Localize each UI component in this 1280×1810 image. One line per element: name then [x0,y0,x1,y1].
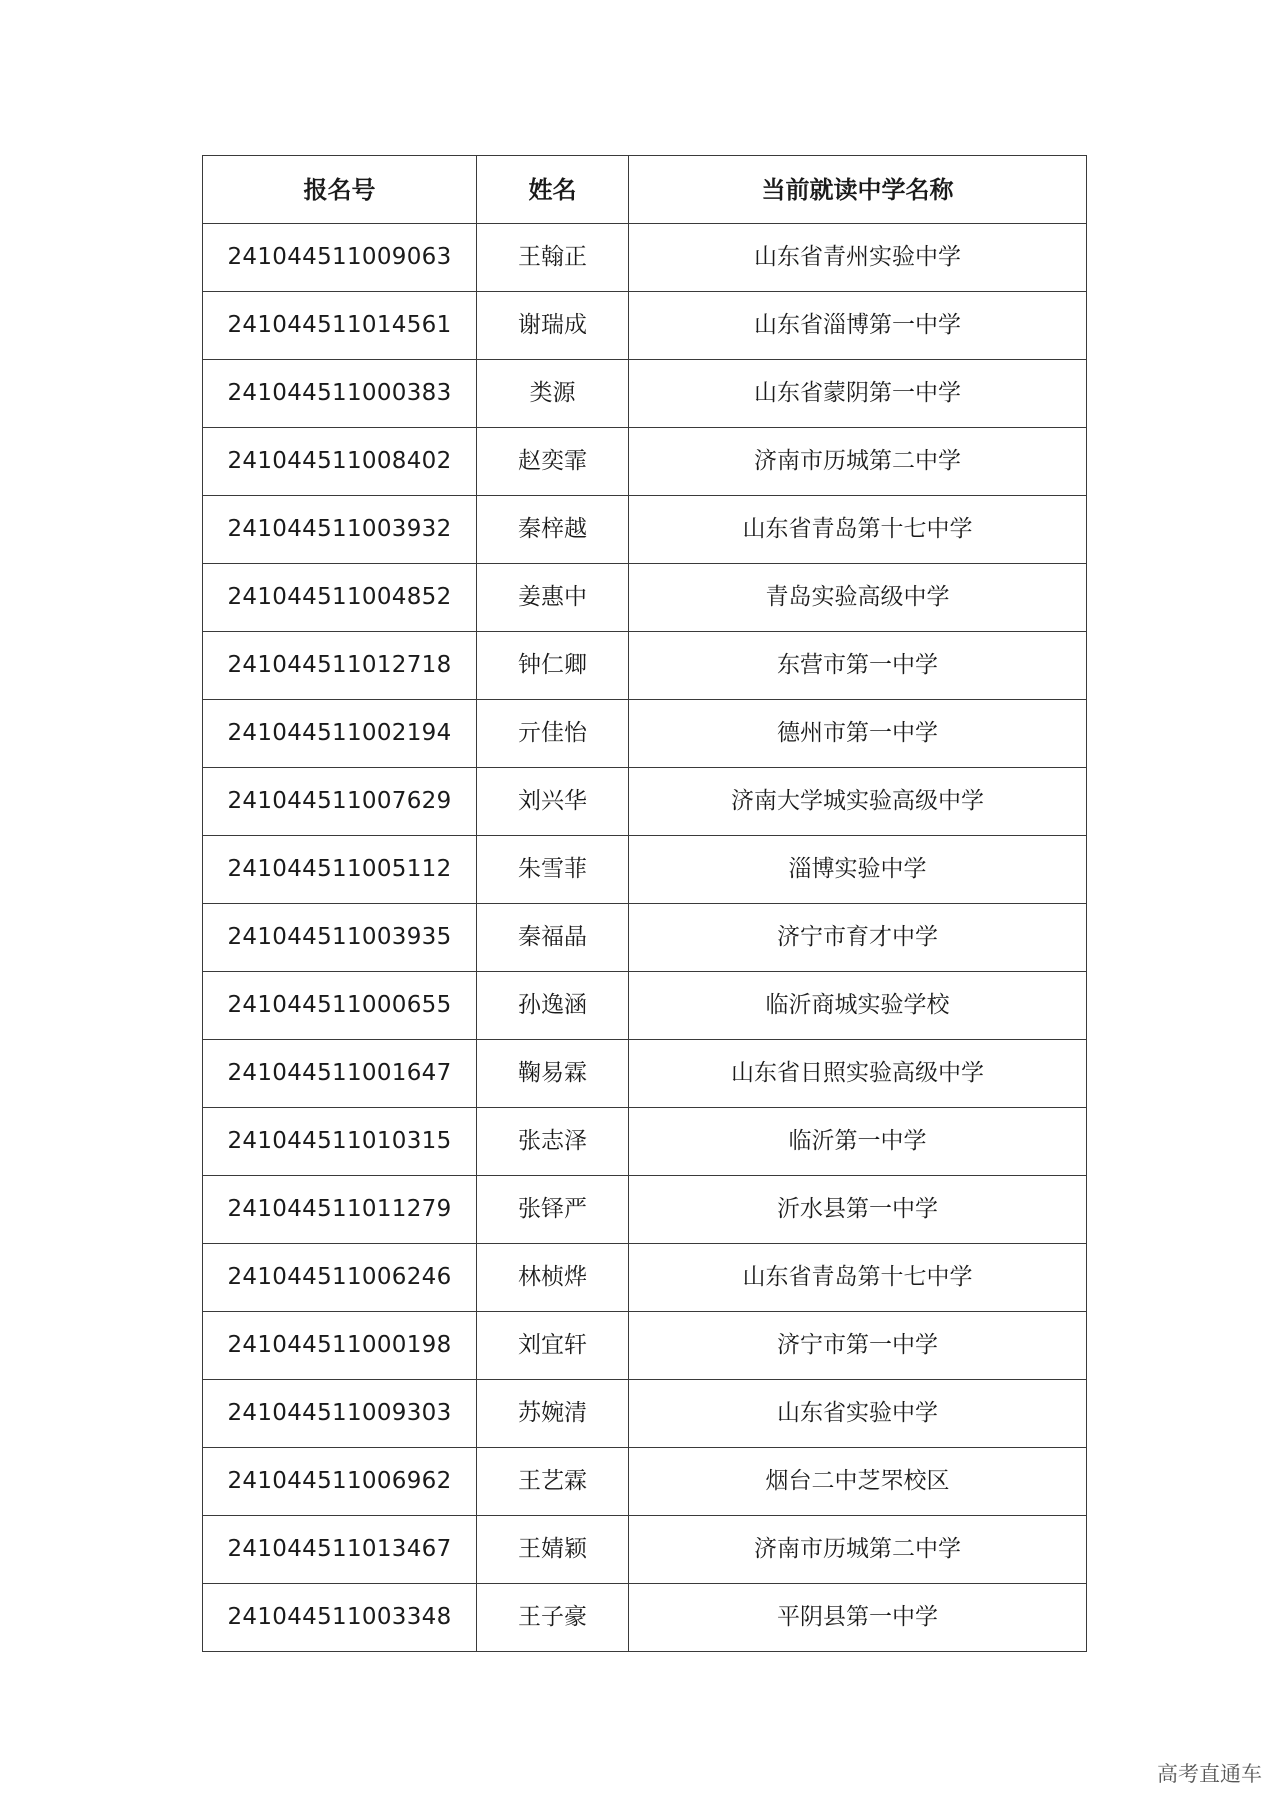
cell-name: 谢瑞成 [477,292,629,360]
table-row [203,700,1087,768]
cell-name: 姜惠中 [477,564,629,632]
cell-school: 临沂商城实验学校 [629,972,1087,1040]
cell-name: 王翰正 [477,224,629,292]
cell-name: 亓佳怡 [477,700,629,768]
cell-name: 秦福晶 [477,904,629,972]
cell-school: 淄博实验中学 [629,836,1087,904]
cell-school: 济宁市第一中学 [629,1312,1087,1380]
header-name: 姓名 [477,156,629,224]
cell-school: 平阴县第一中学 [629,1584,1087,1652]
table-row [203,1176,1087,1244]
table-row [203,1244,1087,1312]
table-row [203,972,1087,1040]
cell-registration-number: 241044511003932 [203,496,477,564]
table-row [203,1108,1087,1176]
cell-registration-number: 241044511001647 [203,1040,477,1108]
cell-school: 临沂第一中学 [629,1108,1087,1176]
cell-name: 王子豪 [477,1584,629,1652]
cell-registration-number: 241044511005112 [203,836,477,904]
table-row [203,632,1087,700]
cell-registration-number: 241044511008402 [203,428,477,496]
cell-name: 张铎严 [477,1176,629,1244]
cell-name: 朱雪菲 [477,836,629,904]
cell-school: 德州市第一中学 [629,700,1087,768]
watermark-text: 高考直通车 [1157,1762,1262,1786]
roster-body [203,224,1087,1652]
cell-school: 山东省青岛第十七中学 [629,496,1087,564]
cell-name: 类源 [477,360,629,428]
cell-registration-number: 241044511013467 [203,1516,477,1584]
table-row [203,292,1087,360]
header-school: 当前就读中学名称 [629,156,1087,224]
table-row [203,224,1087,292]
cell-registration-number: 241044511006962 [203,1448,477,1516]
table-row [203,428,1087,496]
cell-school: 济南市历城第二中学 [629,1516,1087,1584]
table-row [203,904,1087,972]
cell-name: 林桢烨 [477,1244,629,1312]
cell-name: 刘兴华 [477,768,629,836]
cell-registration-number: 241044511009063 [203,224,477,292]
cell-school: 山东省淄博第一中学 [629,292,1087,360]
cell-school: 青岛实验高级中学 [629,564,1087,632]
cell-school: 济南市历城第二中学 [629,428,1087,496]
cell-school: 济南大学城实验高级中学 [629,768,1087,836]
cell-registration-number: 241044511007629 [203,768,477,836]
cell-school: 山东省青岛第十七中学 [629,1244,1087,1312]
cell-name: 孙逸涵 [477,972,629,1040]
cell-name: 秦梓越 [477,496,629,564]
cell-registration-number: 241044511012718 [203,632,477,700]
cell-registration-number: 241044511000383 [203,360,477,428]
table-row [203,564,1087,632]
cell-registration-number: 241044511003348 [203,1584,477,1652]
cell-registration-number: 241044511003935 [203,904,477,972]
cell-registration-number: 241044511014561 [203,292,477,360]
cell-name: 赵奕霏 [477,428,629,496]
cell-registration-number: 241044511000655 [203,972,477,1040]
cell-name: 鞠易霖 [477,1040,629,1108]
cell-name: 钟仁卿 [477,632,629,700]
cell-school: 沂水县第一中学 [629,1176,1087,1244]
cell-registration-number: 241044511006246 [203,1244,477,1312]
cell-registration-number: 241044511011279 [203,1176,477,1244]
table-header-row [203,156,1087,224]
cell-school: 烟台二中芝罘校区 [629,1448,1087,1516]
table-row [203,496,1087,564]
cell-name: 苏婉清 [477,1380,629,1448]
table-row [203,1312,1087,1380]
cell-name: 王艺霖 [477,1448,629,1516]
cell-school: 山东省青州实验中学 [629,224,1087,292]
table-row [203,360,1087,428]
table-row [203,836,1087,904]
cell-name: 刘宜轩 [477,1312,629,1380]
cell-registration-number: 241044511009303 [203,1380,477,1448]
cell-name: 王婧颖 [477,1516,629,1584]
table-row [203,1584,1087,1652]
cell-registration-number: 241044511010315 [203,1108,477,1176]
cell-school: 山东省蒙阴第一中学 [629,360,1087,428]
table-row [203,1516,1087,1584]
table-row [203,1040,1087,1108]
cell-registration-number: 241044511004852 [203,564,477,632]
cell-name: 张志泽 [477,1108,629,1176]
roster-table [202,155,1087,1652]
cell-school: 济宁市育才中学 [629,904,1087,972]
header-registration-number: 报名号 [203,156,477,224]
cell-school: 山东省日照实验高级中学 [629,1040,1087,1108]
cell-school: 山东省实验中学 [629,1380,1087,1448]
table-row [203,1448,1087,1516]
cell-registration-number: 241044511002194 [203,700,477,768]
cell-school: 东营市第一中学 [629,632,1087,700]
cell-registration-number: 241044511000198 [203,1312,477,1380]
table-row [203,1380,1087,1448]
table-row [203,768,1087,836]
